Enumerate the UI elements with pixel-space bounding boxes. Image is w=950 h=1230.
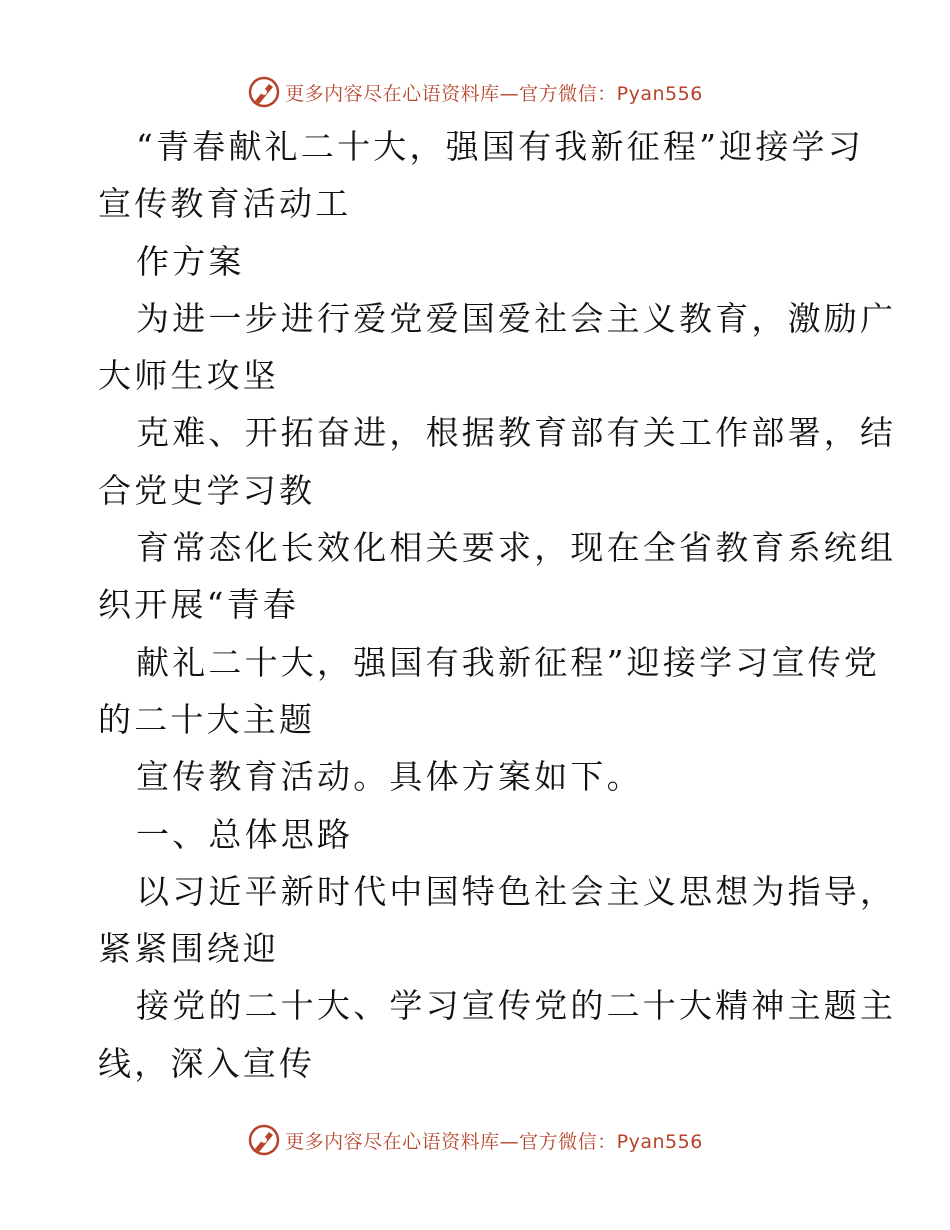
text-line: 克难、开拓奋进，根据教育部有关工作部署，结 xyxy=(136,413,897,453)
text-line: 作方案 xyxy=(136,241,245,281)
text-line: 合党史学习教 xyxy=(98,470,316,510)
text-line: 大师生攻坚 xyxy=(98,356,279,396)
text-line: 线，深入宣传 xyxy=(98,1043,316,1083)
pen-logo-icon xyxy=(247,75,281,109)
pen-logo-icon xyxy=(247,1123,281,1157)
text-line: 为进一步进行爱党爱国爱社会主义教育，激励广 xyxy=(136,298,897,338)
text-line: 一、总体思路 xyxy=(136,814,354,854)
text-line: 接党的二十大、学习宣传党的二十大精神主题主 xyxy=(136,986,897,1026)
text-line: 织开展“青春 xyxy=(98,585,300,625)
text-line: 宣传教育活动。具体方案如下。 xyxy=(136,757,643,797)
text-line: 宣传教育活动工 xyxy=(98,184,352,224)
watermark-text: 更多内容尽在心语资料库—官方微信：Pyan556 xyxy=(285,82,703,105)
text-line: 献礼二十大，强国有我新征程”迎接学习宣传党 xyxy=(136,642,881,682)
text-line: 育常态化长效化相关要求，现在全省教育系统组 xyxy=(136,528,897,568)
text-line: 以习近平新时代中国特色社会主义思想为指导， xyxy=(136,871,897,911)
text-line: 的二十大主题 xyxy=(98,699,316,739)
header-watermark xyxy=(0,72,950,112)
footer-watermark xyxy=(0,1120,950,1160)
text-line: 紧紧围绕迎 xyxy=(98,929,279,969)
watermark-text: 更多内容尽在心语资料库—官方微信：Pyan556 xyxy=(285,1130,703,1153)
document-body xyxy=(98,118,897,1092)
text-line: “青春献礼二十大，强国有我新征程”迎接学习 xyxy=(136,127,864,166)
